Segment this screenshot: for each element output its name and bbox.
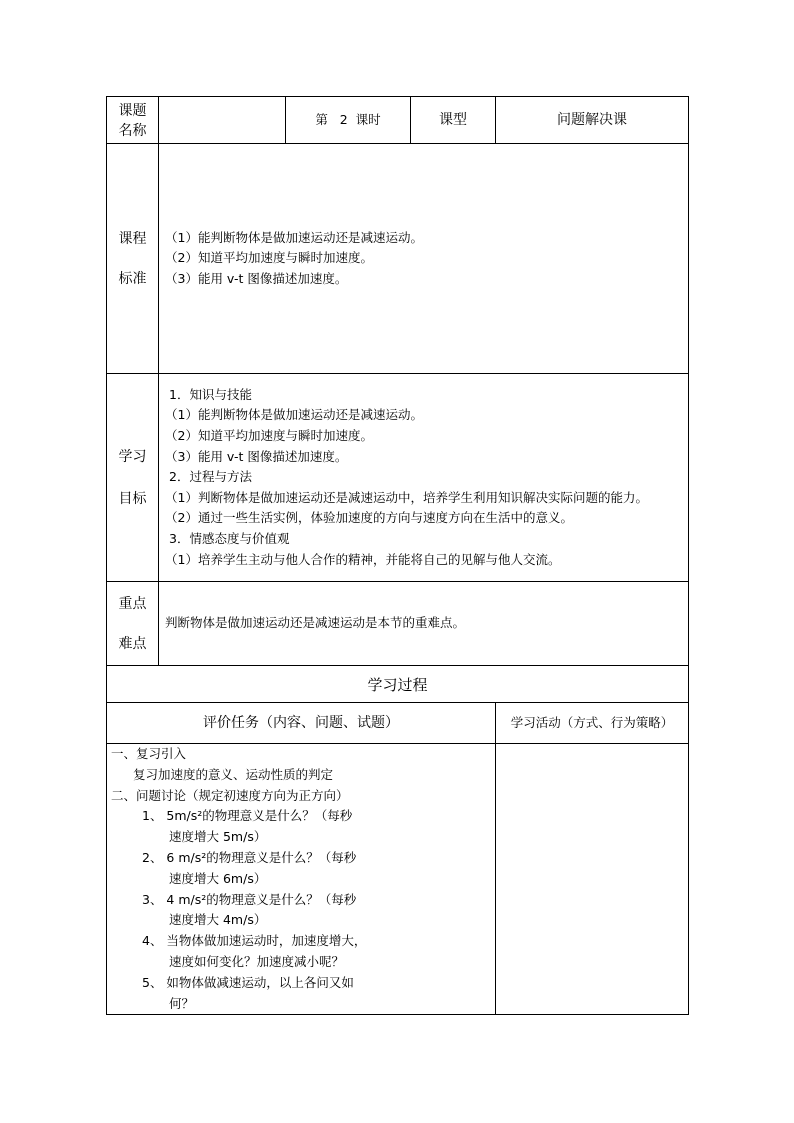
question-item: 4、 当物体做加速运动时，加速度增大， <box>142 933 367 949</box>
objectives-label-line1: 学习 <box>118 448 147 465</box>
objectives-heading: 3．情感态度与价值观 <box>169 530 290 546</box>
header-row <box>107 97 689 144</box>
question-continuation: 速度增大 6m/s） <box>169 870 267 886</box>
question-item: 3、 4 m/s²的物理意义是什么？（每秒 <box>142 891 357 907</box>
course-type-value: 问题解决课 <box>496 97 689 144</box>
process-content-row <box>107 744 689 1015</box>
objectives-item: （2）知道平均加速度与瞬时加速度。 <box>165 428 373 444</box>
key-points-content: 判断物体是做加速运动还是减速运动是本节的重难点。 <box>159 582 689 666</box>
objectives-item: （1）培养学生主动与他人合作的精神，并能将自己的见解与他人交流。 <box>165 551 561 567</box>
lesson-number-text: 第 2 课时 <box>315 112 381 127</box>
objectives-heading: 1．知识与技能 <box>169 386 252 402</box>
question-continuation: 何？ <box>169 995 195 1011</box>
objectives-item: （1）能判断物体是做加速运动还是减速运动。 <box>165 407 423 423</box>
course-name-label-line1: 课题 <box>118 103 147 119</box>
standards-label <box>107 144 159 374</box>
course-name-value <box>159 97 286 144</box>
task-line: 复习加速度的意义、运动性质的判定 <box>133 766 334 782</box>
key-points-row <box>107 582 689 666</box>
standards-row <box>107 144 689 374</box>
activities-column-header: 学习活动（方式、行为策略） <box>496 703 689 744</box>
activities-content <box>496 744 689 1015</box>
tasks-column-header: 评价任务（内容、问题、试题） <box>107 703 496 744</box>
question-item: 2、 6 m/s²的物理意义是什么？（每秒 <box>142 849 357 865</box>
question-continuation: 速度如何变化？加速度减小呢？ <box>169 953 345 969</box>
question-continuation: 速度增大 4m/s） <box>169 912 267 928</box>
key-points-label-line1: 重点 <box>118 595 147 612</box>
process-title: 学习过程 <box>107 666 689 703</box>
objectives-heading: 2．过程与方法 <box>169 469 252 485</box>
process-header-row <box>107 703 689 744</box>
objectives-item: （1）判断物体是做加速运动还是减速运动中，培养学生利用知识解决实际问题的能力。 <box>165 489 648 505</box>
question-item: 5、 如物体做减速运动，以上各问又如 <box>142 974 354 990</box>
lesson-number <box>286 97 411 144</box>
key-points-label-line2: 难点 <box>118 635 147 652</box>
tasks-content <box>107 744 496 1015</box>
standards-item: （2）知道平均加速度与瞬时加速度。 <box>165 250 373 266</box>
section-heading: 一、复习引入 <box>111 746 187 761</box>
objectives-item: （3）能用 v-t 图像描述加速度。 <box>165 448 348 464</box>
standards-content <box>159 144 689 374</box>
course-name-label <box>107 97 159 144</box>
objectives-item: （2）通过一些生活实例，体验加速度的方向与速度方向在生活中的意义。 <box>165 510 573 526</box>
lesson-plan-table <box>106 96 689 1015</box>
question-continuation: 速度增大 5m/s） <box>169 829 267 845</box>
standards-item: （1）能判断物体是做加速运动还是减速运动。 <box>165 229 423 245</box>
standards-label-line2: 标准 <box>118 270 147 287</box>
standards-item: （3）能用 v-t 图像描述加速度。 <box>165 270 348 286</box>
course-type-label: 课型 <box>411 97 496 144</box>
process-title-row <box>107 666 689 703</box>
course-name-label-line2: 名称 <box>118 123 147 139</box>
question-item: 1、 5m/s²的物理意义是什么？（每秒 <box>142 808 353 824</box>
objectives-label-line2: 目标 <box>118 490 147 507</box>
standards-label-line1: 课程 <box>118 230 147 247</box>
objectives-label <box>107 374 159 582</box>
objectives-row <box>107 374 689 582</box>
objectives-content <box>159 374 689 582</box>
key-points-label <box>107 582 159 666</box>
section-heading: 二、问题讨论（规定初速度方向为正方向） <box>111 787 349 803</box>
